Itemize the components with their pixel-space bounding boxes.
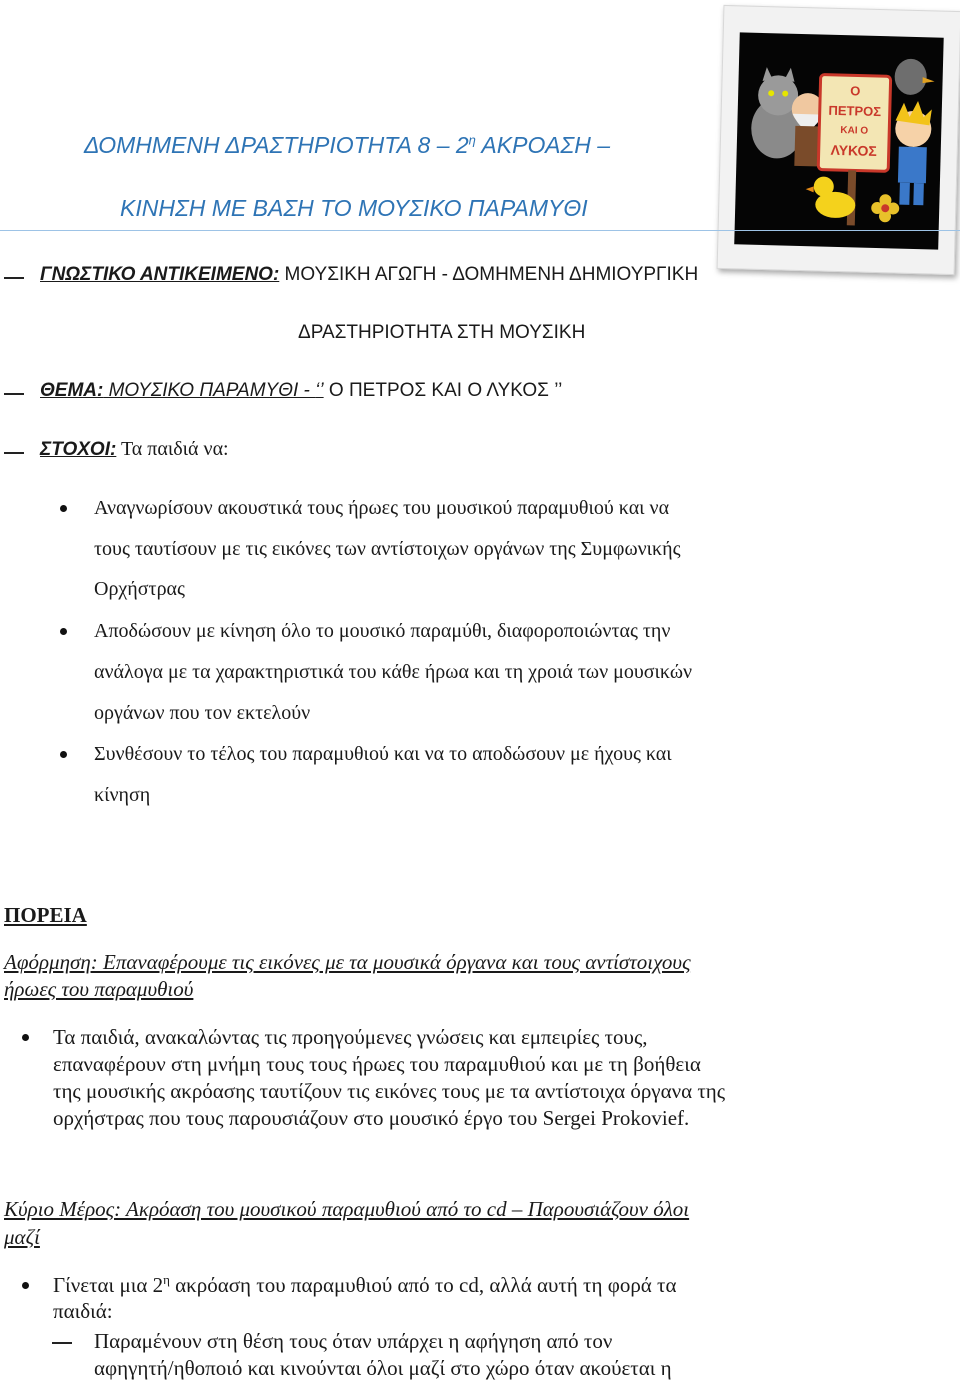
sign-line-4: ΛΥΚΟΣ <box>830 141 878 159</box>
goals-label: ΣΤΟΧΟΙ: <box>40 439 117 460</box>
subject-line <box>40 264 698 286</box>
story-illustration <box>717 5 960 275</box>
aformisi-line-1: Αφόρμηση: Επαναφέρουμε τις εικόνες με τα μουσικά όργανα και τους αντίστοιχους <box>4 950 691 974</box>
bullet <box>60 628 67 635</box>
goal-1-line-2: τους ταυτίσουν με τις εικόνες των αντίστοιχων οργάνων της Συμφωνικής <box>94 538 681 560</box>
theme-label: ΘΕΜΑ: <box>40 380 104 401</box>
goal-1-line-3: Ορχήστρας <box>94 578 185 600</box>
peter-and-wolf-illustration <box>734 32 943 249</box>
header-rule <box>0 230 960 231</box>
theme-quote-open: ‘’ <box>315 380 324 401</box>
sign-line-2: ΠΕΤΡΟΣ <box>828 102 882 120</box>
poreia-heading: ΠΟΡΕΙΑ <box>4 903 87 927</box>
aformisi-bullet-line-1: Τα παιδιά, ανακαλώντας τις προηγούμενες γνώσεις και εμπειρίες τους, <box>53 1025 648 1049</box>
sign-line-3: ΚΑΙ Ο <box>840 125 869 137</box>
theme-line <box>40 380 562 402</box>
goal-2-line-2: ανάλογα με τα χαρακτηριστικά του κάθε ήρωα και τη χροιά των μουσικών <box>94 661 693 683</box>
sub-item-line-1: Παραμένουν στη θέση τους όταν υπάρχει η αφήγηση από τον <box>94 1329 613 1353</box>
subject-label: ΓΝΩΣΤΙΚΟ ΑΝΤΙΚΕΙΜΕΝΟ: <box>40 264 280 285</box>
main-bullet-line-1: Γίνεται μια $2^\eta$ ακρόαση του παραμυθιού από το cd, αλλά αυτή τη φορά τα <box>53 1272 677 1297</box>
bird-figure <box>894 58 935 95</box>
aformisi-bullet-line-4: ορχήστρας που τους παρουσιάζουν στο μουσικό έργο του Sergei Prokovief. <box>53 1106 690 1130</box>
goal-1-line-1: Αναγνωρίσουν ακουστικά τους ήρωες του μουσικού παραμυθιού και να <box>94 497 670 519</box>
page-subtitle: ΚΙΝΗΣΗ ΜΕ ΒΑΣΗ ΤΟ ΜΟΥΣΙΚΟ ΠΑΡΑΜΥΘΙ <box>120 195 588 221</box>
dash-marker <box>4 393 24 395</box>
goal-3-line-2: κίνηση <box>94 784 151 806</box>
goal-3-line-1: Συνθέσουν το τέλος του παραμυθιού και να το αποδώσουν με ήχους και <box>94 743 672 765</box>
subject-value: ΜΟΥΣΙΚΗ ΑΓΩΓΗ - ΔΟΜΗΜΕΝΗ ΔΗΜΙΟΥΡΓΙΚΗ <box>279 264 699 285</box>
theme-quote-close: ’’ <box>554 380 563 401</box>
aformisi-bullet-line-2: επαναφέρουν στη μνήμη τους τους ήρωες του παραμυθιού και με τη βοήθεια <box>53 1052 701 1076</box>
sign-line-1: Ο <box>850 83 861 99</box>
goals-intro: Τα παιδιά να: <box>116 438 229 460</box>
peter-figure <box>893 100 932 205</box>
main-bullet-superscript: η <box>163 1272 170 1287</box>
bullet <box>60 505 67 512</box>
bullet <box>22 1034 29 1041</box>
dash-marker <box>4 277 24 279</box>
bullet <box>22 1282 29 1289</box>
flower-figure <box>871 194 900 223</box>
aformisi-line-2: ήρωες του παραμυθιού <box>4 977 194 1001</box>
dash-marker <box>4 452 24 454</box>
sub-item-line-2: αφηγητή/ηθοποιό και κινούνται όλοι μαζί στο χώρο όταν ακούεται η <box>94 1356 672 1380</box>
goals-line <box>40 438 229 461</box>
dash-marker <box>52 1342 72 1344</box>
bullet <box>60 751 67 758</box>
theme-value: ΜΟΥΣΙΚΟ ΠΑΡΑΜΥΘΙ - <box>103 380 316 401</box>
theme-title: Ο ΠΕΤΡΟΣ ΚΑΙ Ο ΛΥΚΟΣ <box>323 380 555 401</box>
goal-2-line-3: οργάνων που τον εκτελούν <box>94 702 311 724</box>
main-part-line-1: Κύριο Μέρος: Ακρόαση του μουσικού παραμυθιού από το cd – Παρουσιάζουν όλοι <box>4 1197 690 1221</box>
title-superscript: η <box>468 132 476 148</box>
main-bullet-line-2: παιδιά: <box>53 1299 113 1323</box>
main-part-line-2: μαζί <box>4 1225 40 1249</box>
illustration-canvas <box>734 32 943 249</box>
aformisi-bullet-line-3: της μουσικής ακρόασης ταυτίζουν τις εικόνες τους με τα αντίστοιχα όργανα της <box>53 1079 726 1103</box>
goal-2-line-1: Αποδώσουν με κίνηση όλο το μουσικό παραμύθι, διαφοροποιώντας την <box>94 620 671 642</box>
page-title: ΔΟΜΗΜΕΝΗ ΔΡΑΣΤΗΡΙΟΤΗΤΑ $8 - 2^\eta$ ΑΚΡΟΑΣΗ – <box>84 132 611 158</box>
subject-line-2: ΔΡΑΣΤΗΡΙΟΤΗΤΑ ΣΤΗ ΜΟΥΣΙΚΗ <box>298 322 586 343</box>
